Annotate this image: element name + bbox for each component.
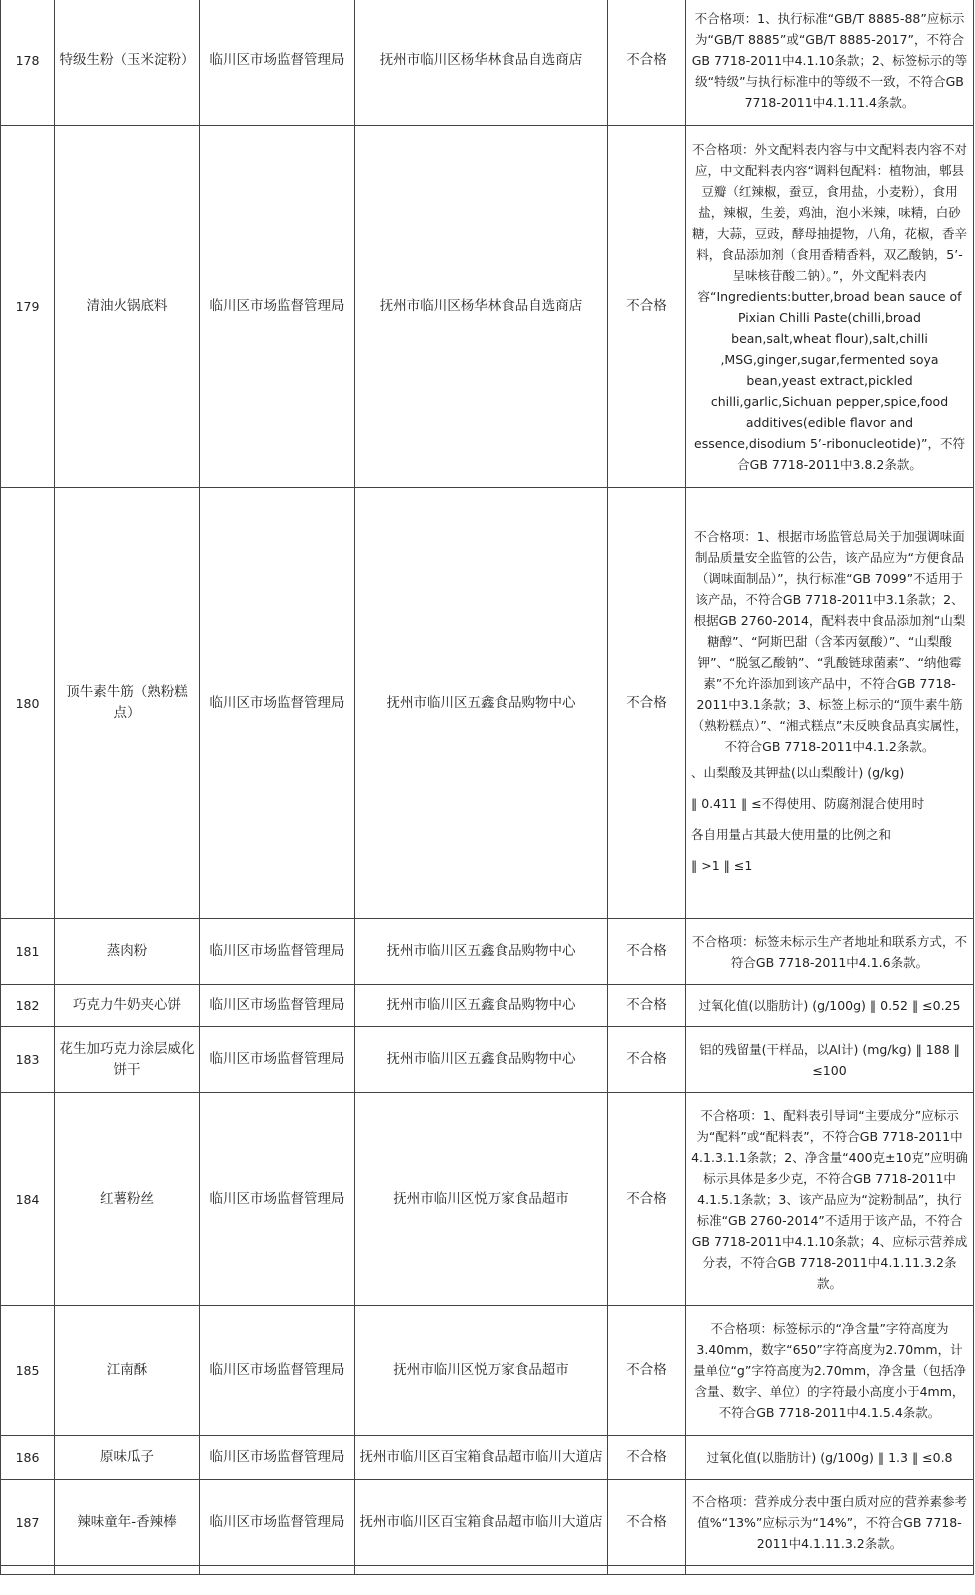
product-name: 原味瓜子 — [55, 1436, 200, 1480]
table-row — [1, 0, 974, 126]
inspection-result: 不合格 — [608, 1093, 686, 1306]
product-name: 花生加巧克力涂层威化饼干 — [55, 1027, 200, 1093]
row-number: 182 — [1, 985, 55, 1027]
test-item-line: 各自用量占其最大使用量的比例之和 — [691, 826, 892, 842]
row-number: 180 — [1, 488, 55, 919]
inspection-agency: 临川区市场监督管理局 — [200, 919, 355, 985]
failure-reason — [686, 1480, 974, 1566]
inspection-result: 不合格 — [608, 1306, 686, 1436]
inspection-result: 不合格 — [608, 1436, 686, 1480]
inspection-agency: 临川区市场监督管理局 — [200, 488, 355, 919]
product-name: 顶牛素牛筋（熟粉糕点） — [55, 488, 200, 919]
failure-reason-text: 不合格项：1、配料表引导词“主要成分”应标示为“配料”或“配料表”，不符合GB 7718-2011中4.1.3.1.1条款；2、净含量“400克±10克”应明确标示具体是多少克，不符合GB 7718-2011中4.1.5.1条款；3、该产品应为“淀粉制品”，执行标准“GB 2760-2014”不适用于该产品，不符合GB 7718-2011中4.1.10条款；4、应标示营养成分表，不符合GB 7718-2011中4.1.11.3.2条款。 — [691, 1107, 968, 1291]
cell-empty — [200, 1566, 355, 1575]
failure-reason — [686, 488, 974, 919]
store-name: 抚州市临川区五鑫食品购物中心 — [355, 488, 608, 919]
table-row — [1, 985, 974, 1027]
failure-reason — [686, 1306, 974, 1436]
table-row — [1, 1093, 974, 1306]
cell-empty — [355, 1566, 608, 1575]
failure-reason-text: 过氧化值(以脂肪计) (g/100g) ‖ 0.52 ‖ ≤0.25 — [698, 998, 961, 1013]
table-row — [1, 1027, 974, 1093]
table-row-partial — [1, 1566, 974, 1575]
inspection-result: 不合格 — [608, 985, 686, 1027]
inspection-result: 不合格 — [608, 126, 686, 488]
store-name: 抚州市临川区百宝箱食品超市临川大道店 — [355, 1480, 608, 1566]
failure-reason-text: 不合格项：标签标示的“净含量”字符高度为3.40mm，数字“650”字符高度为2.70mm，计量单位“g”字符高度为2.70mm，净含量（包括净含量、数字、单位）的字符最小高度小于4mm，不符合GB 7718-2011中4.1.5.4条款。 — [692, 1321, 967, 1420]
table-row — [1, 1436, 974, 1480]
table-row — [1, 488, 974, 919]
inspection-agency: 临川区市场监督管理局 — [200, 1480, 355, 1566]
failure-reason-text: 不合格项：1、根据市场监管总局关于加强调味面制品质量安全监管的公告，该产品应为“方便食品（调味面制品）”，执行标准“GB 7099”不适用于该产品，不符合GB 7718-2011中3.1条款；2、根据GB 2760-2014，配料表中食品添加剂“山梨糖醇”、“阿斯巴甜（含苯丙氨酸）”、“山梨酸钾”、“脱氢乙酸钠”、“乳酸链球菌素”、“纳他霉素”不允许添加到该产品中，不符合GB 7718-2011中3.1条款；3、标签上标示的“顶牛素牛筋（熟粉糕点）”、“湘式糕点”未反映食品真实属性，不符合GB 7718-2011中4.1.2条款。 — [691, 528, 968, 754]
failure-reason — [686, 1436, 974, 1480]
product-name: 江南酥 — [55, 1306, 200, 1436]
cell-empty — [608, 1566, 686, 1575]
cell-empty — [1, 1566, 55, 1575]
row-number: 186 — [1, 1436, 55, 1480]
table-row — [1, 1480, 974, 1566]
table-row — [1, 1306, 974, 1436]
store-name: 抚州市临川区五鑫食品购物中心 — [355, 985, 608, 1027]
failure-reason — [686, 126, 974, 488]
inspection-result: 不合格 — [608, 1027, 686, 1093]
table-row — [1, 919, 974, 985]
test-item-line: ‖ >1 ‖ ≤1 — [691, 857, 753, 873]
inspection-agency: 临川区市场监督管理局 — [200, 985, 355, 1027]
row-number: 181 — [1, 919, 55, 985]
inspection-result: 不合格 — [608, 1480, 686, 1566]
failure-reason-text: 不合格项：营养成分表中蛋白质对应的营养素参考值%“13%”应标示为“14%”，不符合GB 7718-2011中4.1.11.3.2条款。 — [691, 1494, 967, 1551]
failure-reason-text: 不合格项：外文配料表内容与中文配料表内容不对应，中文配料表内容“调料包配料：植物油，郫县豆瓣（红辣椒，蚕豆，食用盐，小麦粉），食用盐，辣椒，生姜，鸡油，泡小米辣，味精，白砂糖，大蒜，豆豉，酵母抽提物，八角，花椒，香辛料，食品添加剂（食用香精香料，双乙酸钠，5’-呈味核苷酸二钠）。”，外文配料表内容“Ingredients:butter,broad bean sauce of Pixian Chilli Paste(chilli,broad bean,salt,wheat flour),salt,chilli ,MSG,ginger,sugar,fermented soya bean,yeast extract,pickled chilli,garlic,Sichuan pepper,spice,food additives(edible flavor and essence,disodium 5’-ribonucleotide)”，不符合GB 7718-2011中3.8.2条款。 — [691, 141, 967, 472]
store-name: 抚州市临川区悦万家食品超市 — [355, 1306, 608, 1436]
store-name: 抚州市临川区五鑫食品购物中心 — [355, 1027, 608, 1093]
row-number: 179 — [1, 126, 55, 488]
failure-reason — [686, 985, 974, 1027]
inspection-result: 不合格 — [608, 488, 686, 919]
test-item-line: ‖ 0.411 ‖ ≤不得使用、防腐剂混合使用时 — [691, 795, 925, 811]
product-name: 巧克力牛奶夹心饼 — [55, 985, 200, 1027]
row-number: 185 — [1, 1306, 55, 1436]
failure-reason — [686, 919, 974, 985]
store-name: 抚州市临川区杨华林食品自选商店 — [355, 126, 608, 488]
inspection-agency: 临川区市场监督管理局 — [200, 1093, 355, 1306]
product-name: 辣味童年-香辣棒 — [55, 1480, 200, 1566]
cell-empty — [686, 1566, 974, 1575]
test-item-line: 、山梨酸及其钾盐(以山梨酸计) (g/kg) — [691, 764, 905, 780]
table-body — [1, 0, 974, 1575]
row-number: 187 — [1, 1480, 55, 1566]
product-name: 红薯粉丝 — [55, 1093, 200, 1306]
row-number: 184 — [1, 1093, 55, 1306]
product-name: 特级生粉（玉米淀粉） — [55, 0, 200, 126]
failure-reason-text: 不合格项：标签未标示生产者地址和联系方式，不符合GB 7718-2011中4.1.6条款。 — [691, 933, 967, 970]
row-number: 183 — [1, 1027, 55, 1093]
inspection-agency: 临川区市场监督管理局 — [200, 1027, 355, 1093]
inspection-result: 不合格 — [608, 919, 686, 985]
store-name: 抚州市临川区五鑫食品购物中心 — [355, 919, 608, 985]
product-name: 蒸肉粉 — [55, 919, 200, 985]
product-name: 清油火锅底料 — [55, 126, 200, 488]
failure-reason-text: 过氧化值(以脂肪计) (g/100g) ‖ 1.3 ‖ ≤0.8 — [706, 1450, 953, 1465]
failure-reason — [686, 0, 974, 126]
failure-reason — [686, 1093, 974, 1306]
failure-reason-text: 铝的残留量(干样品，以Al计) (mg/kg) ‖ 188 ‖ ≤100 — [699, 1041, 960, 1078]
inspection-agency: 临川区市场监督管理局 — [200, 126, 355, 488]
failure-reason — [686, 1027, 974, 1093]
inspection-agency: 临川区市场监督管理局 — [200, 1436, 355, 1480]
table-row — [1, 126, 974, 488]
store-name: 抚州市临川区杨华林食品自选商店 — [355, 0, 608, 126]
cell-empty — [55, 1566, 200, 1575]
store-name: 抚州市临川区悦万家食品超市 — [355, 1093, 608, 1306]
store-name: 抚州市临川区百宝箱食品超市临川大道店 — [355, 1436, 608, 1480]
inspection-agency: 临川区市场监督管理局 — [200, 0, 355, 126]
row-number: 178 — [1, 0, 55, 126]
inspection-result: 不合格 — [608, 0, 686, 126]
failure-reason-text: 不合格项：1、执行标准“GB/T 8885-88”应标示为“GB/T 8885”或“GB/T 8885-2017”，不符合GB 7718-2011中4.1.10条款；2、标签标示的等级“特级”与执行标准中的等级不一致，不符合GB 7718-2011中4.1.11.4条款。 — [691, 10, 968, 110]
inspection-agency: 临川区市场监督管理局 — [200, 1306, 355, 1436]
